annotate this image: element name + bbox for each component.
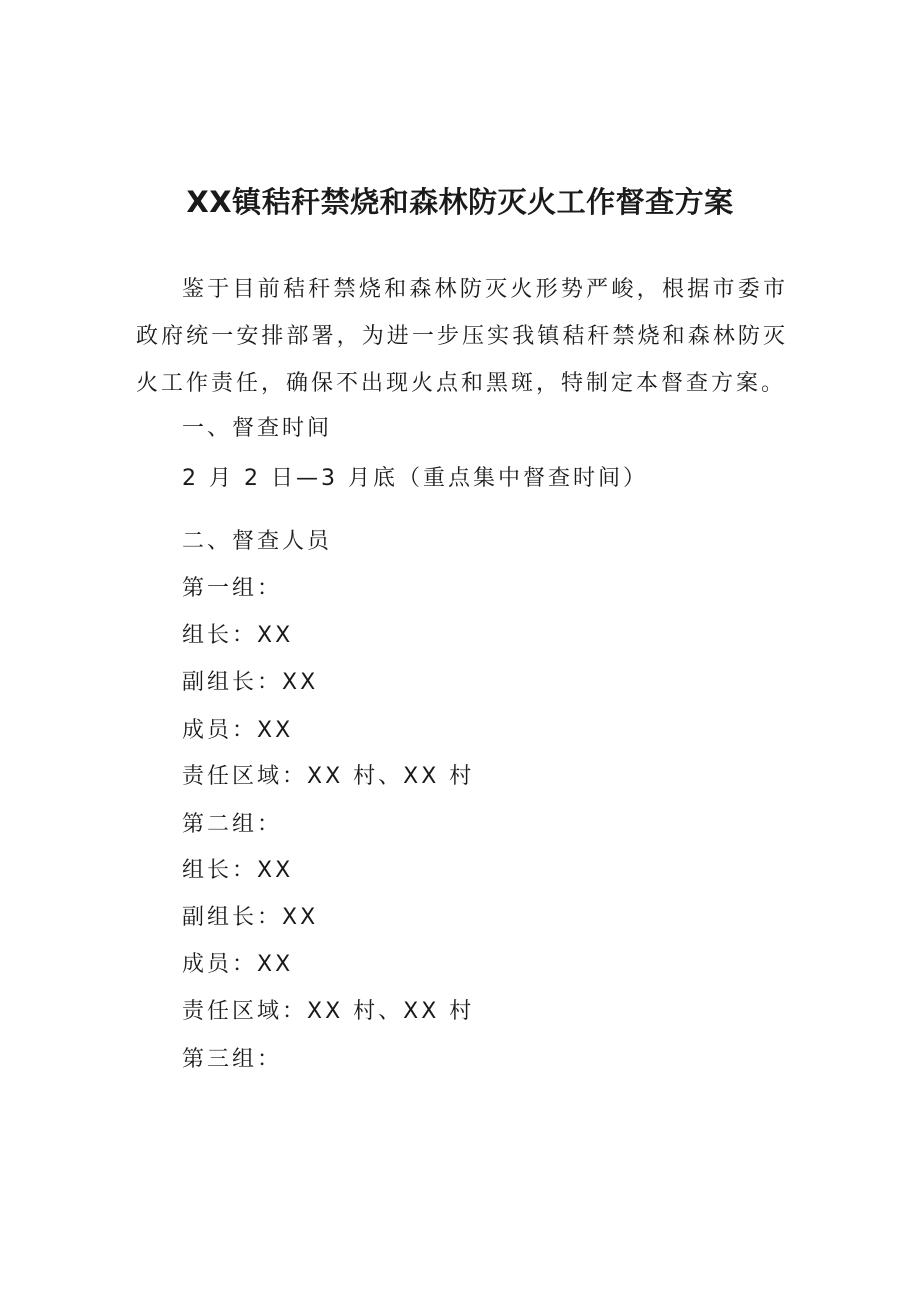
group1-leader: 组长：XX bbox=[182, 623, 294, 648]
group2-area: 责任区域：XX 村、XX 村 bbox=[182, 999, 475, 1024]
group3-name: 第三组： bbox=[182, 1047, 283, 1072]
group1-area: 责任区域：XX 村、XX 村 bbox=[182, 764, 475, 789]
group1-name: 第一组： bbox=[182, 576, 283, 601]
group2-name: 第二组： bbox=[182, 812, 283, 837]
group1-members: 成员：XX bbox=[182, 718, 294, 743]
group1-deputy: 副组长：XX bbox=[182, 670, 319, 695]
group2-deputy: 副组长：XX bbox=[182, 905, 319, 930]
group2-leader: 组长：XX bbox=[182, 858, 294, 883]
section-heading-personnel: 二、督查人员 bbox=[182, 529, 333, 554]
inspection-time-text: 2 月 2 日—3 月底（重点集中督查时间） bbox=[182, 466, 648, 491]
group2-members: 成员：XX bbox=[182, 952, 294, 977]
intro-paragraph: 鉴于目前秸秆禁烧和森林防灭火形势严峻，根据市委市政府统一安排部署，为进一步压实我镇秸秆禁烧和森林防灭火工作责任，确保不出现火点和黑斑，特制定本督查方案。 bbox=[136, 277, 788, 396]
section-heading-time: 一、督查时间 bbox=[182, 416, 333, 441]
document-title: XX镇秸秆禁烧和森林防灭火工作督查方案 bbox=[186, 185, 734, 219]
